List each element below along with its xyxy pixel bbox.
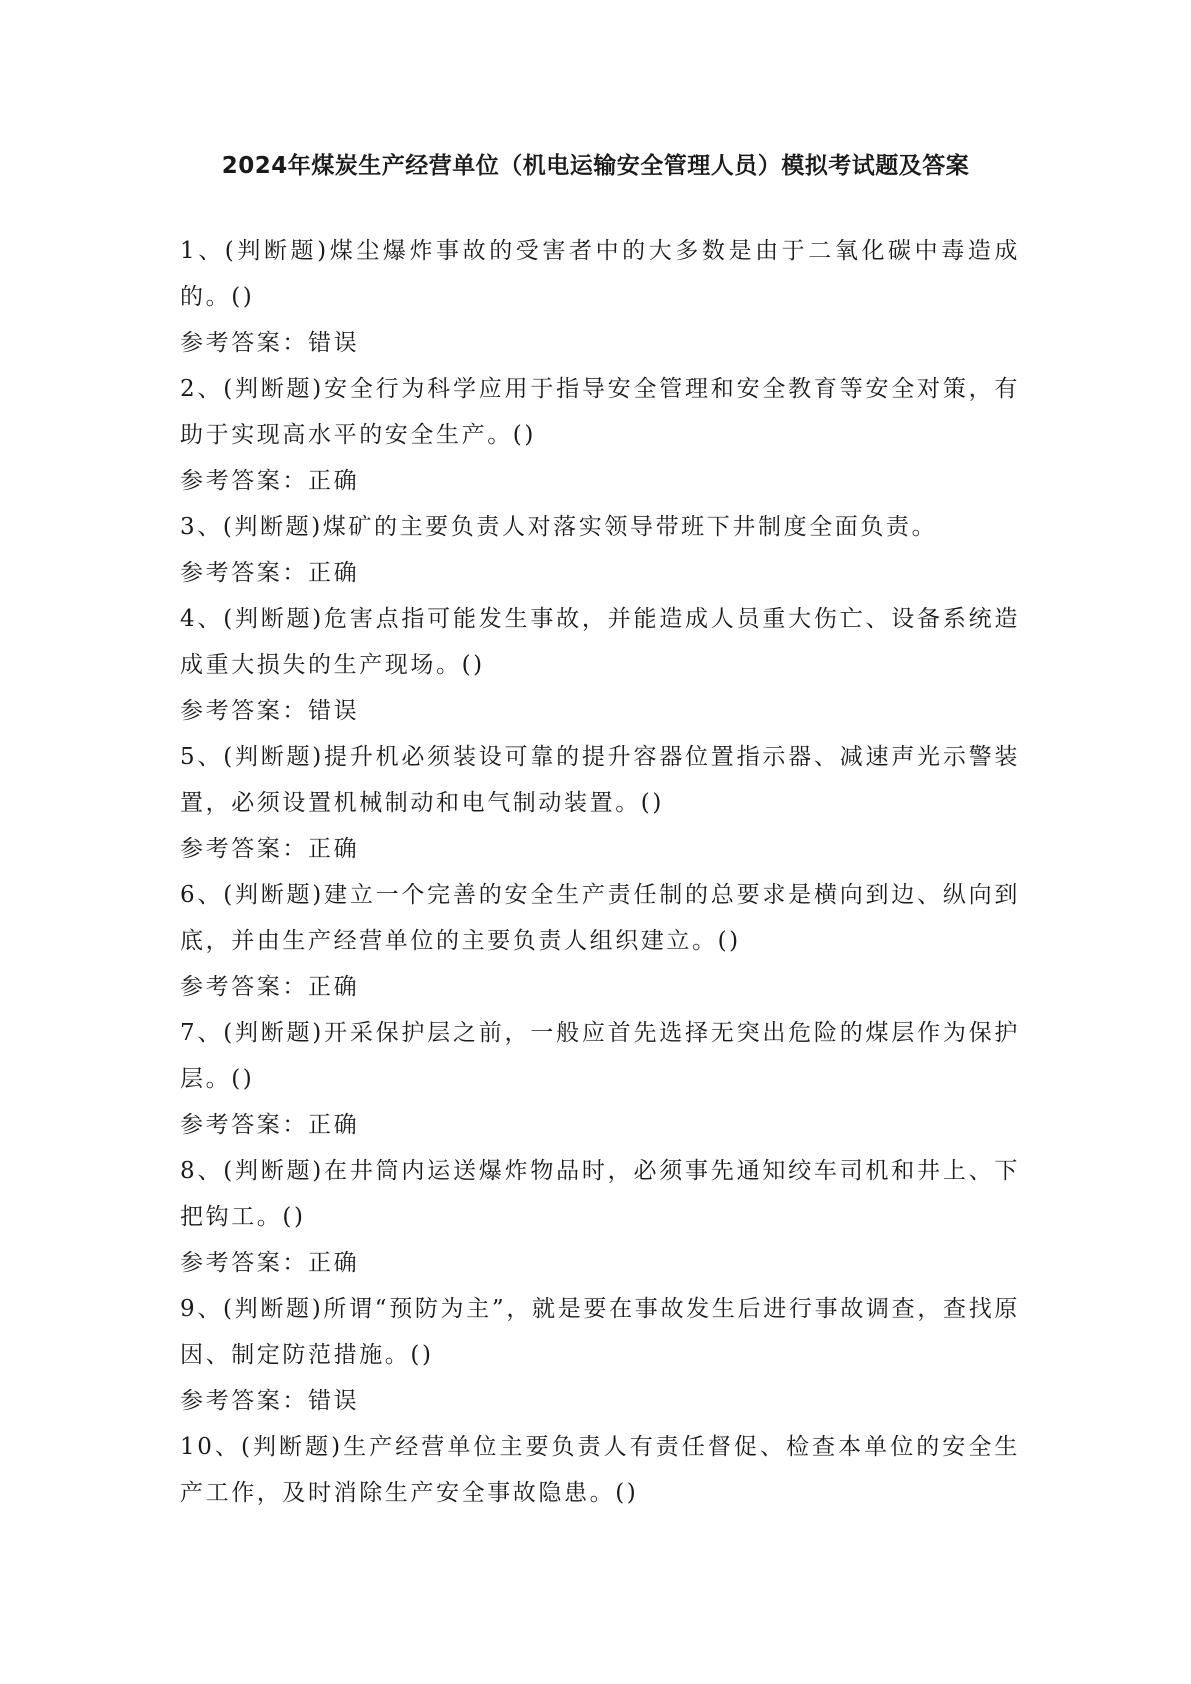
answer-value: 错误: [308, 330, 360, 356]
question-text: 9、(判断题)所谓“预防为主”，就是要在事故发生后进行事故调查，查找原因、制定防范措施。(): [180, 1296, 1020, 1368]
answer-prefix: 参考答案：: [180, 468, 308, 494]
question-text: 10、(判断题)生产经营单位主要负责人有责任督促、检查本单位的安全生产工作，及时消除生产安全事故隐患。(): [180, 1434, 1020, 1506]
question-text: 2、(判断题)安全行为科学应用于指导安全管理和安全教育等安全对策，有助于实现高水平的安全生产。(): [180, 376, 1020, 448]
question-item: [180, 504, 1020, 596]
answer-value: 正确: [308, 836, 360, 862]
answer-value: 正确: [308, 560, 360, 586]
question-text: 7、(判断题)开采保护层之前，一般应首先选择无突出危险的煤层作为保护层。(): [180, 1020, 1020, 1092]
answer-prefix: 参考答案：: [180, 698, 308, 724]
question-item: [180, 734, 1020, 872]
answer-line: [180, 458, 1020, 504]
answer-value: 错误: [308, 1388, 360, 1414]
question-item: [180, 1010, 1020, 1148]
answer-line: [180, 1378, 1020, 1424]
question-text: 5、(判断题)提升机必须装设可靠的提升容器位置指示器、减速声光示警装置，必须设置机械制动和电气制动装置。(): [180, 744, 1020, 816]
question-list: [180, 228, 1020, 1516]
question-item: [180, 1148, 1020, 1286]
answer-prefix: 参考答案：: [180, 330, 308, 356]
question-item: [180, 366, 1020, 504]
question-item: [180, 872, 1020, 1010]
document-title: 2024年煤炭生产经营单位（机电运输安全管理人员）模拟考试题及答案: [221, 153, 970, 179]
question-text: 3、(判断题)煤矿的主要负责人对落实领导带班下井制度全面负责。: [180, 514, 938, 540]
answer-prefix: 参考答案：: [180, 836, 308, 862]
answer-line: [180, 964, 1020, 1010]
answer-line: [180, 320, 1020, 366]
question-item: [180, 1286, 1020, 1424]
answer-prefix: 参考答案：: [180, 974, 308, 1000]
answer-prefix: 参考答案：: [180, 1388, 308, 1414]
answer-line: [180, 1240, 1020, 1286]
question-item: [180, 1424, 1020, 1516]
answer-value: 正确: [308, 468, 360, 494]
answer-prefix: 参考答案：: [180, 1250, 308, 1276]
question-text: 6、(判断题)建立一个完善的安全生产责任制的总要求是横向到边、纵向到底，并由生产经营单位的主要负责人组织建立。(): [180, 882, 1020, 954]
answer-line: [180, 550, 1020, 596]
answer-prefix: 参考答案：: [180, 560, 308, 586]
question-text: 1、(判断题)煤尘爆炸事故的受害者中的大多数是由于二氧化碳中毒造成的。(): [180, 238, 1020, 310]
question-text: 4、(判断题)危害点指可能发生事故，并能造成人员重大伤亡、设备系统造成重大损失的生产现场。(): [180, 606, 1020, 678]
answer-line: [180, 1102, 1020, 1148]
answer-prefix: 参考答案：: [180, 1112, 308, 1138]
answer-value: 错误: [308, 698, 360, 724]
answer-line: [180, 826, 1020, 872]
answer-value: 正确: [308, 1250, 360, 1276]
question-item: [180, 596, 1020, 734]
answer-line: [180, 688, 1020, 734]
answer-value: 正确: [308, 1112, 360, 1138]
question-item: [180, 228, 1020, 366]
answer-value: 正确: [308, 974, 360, 1000]
question-text: 8、(判断题)在井筒内运送爆炸物品时，必须事先通知绞车司机和井上、下把钩工。(): [180, 1158, 1020, 1230]
